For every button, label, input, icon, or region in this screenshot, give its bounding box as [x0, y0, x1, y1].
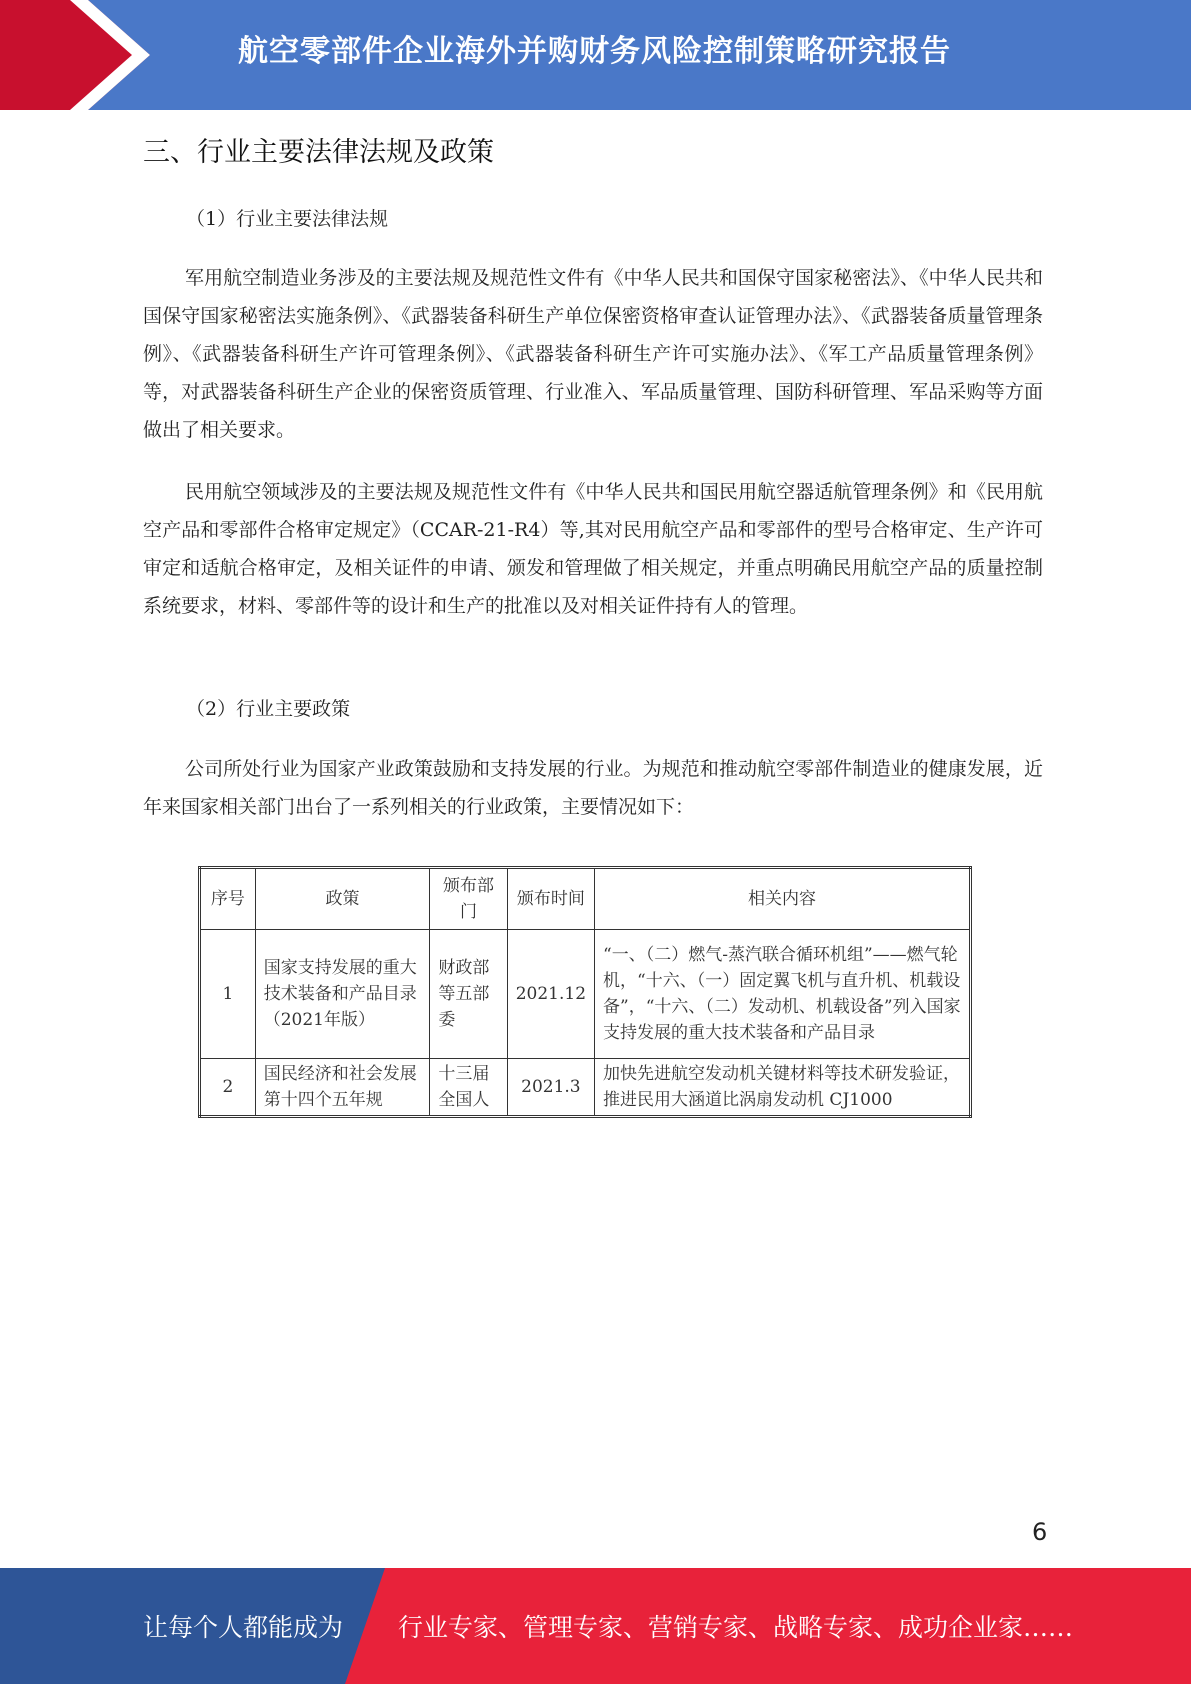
cell-content: 加快先进航空发动机关键材料等技术研发验证，推进民用大涵道比涡扇发动机 CJ1000 [595, 1059, 971, 1117]
report-title: 航空零部件企业海外并购财务风险控制策略研究报告 [238, 34, 951, 69]
cell-content: “一、（二）燃气-蒸汽联合循环机组”——燃气轮机，“十六、（一）固定翼飞机与直升机、机载设备”，“十六、（二）发动机、机载设备”列入国家支持发展的重大技术装备和产品目录 [595, 930, 971, 1059]
header-banner [0, 0, 1191, 110]
cell-department: 财政部等五部委 [430, 930, 507, 1059]
paragraph-military: 军用航空制造业务涉及的主要法规及规范性文件有《中华人民共和国保守国家秘密法》、《中华人民共和国保守国家秘密法实施条例》、《武器装备科研生产单位保密资格审查认证管理办法》、《武器装备质量管理条例》、《武器装备科研生产许可管理条例》、《武器装备科研生产许可实施办法》、《军工产品质量管理条例》等，对武器装备科研生产企业的保密资质管理、行业准入、军品质量管理、国防科研管理、军品采购等方面做出了相关要求。 [143, 267, 1043, 441]
cell-date: 2021.12 [507, 930, 594, 1059]
header-date: 颁布时间 [507, 868, 594, 930]
cell-policy: 国民经济和社会发展第十四个五年规 [255, 1059, 430, 1117]
subsection-policies: （2）行业主要政策 [186, 698, 351, 720]
cell-index: 1 [200, 930, 256, 1059]
paragraph-policy-intro: 公司所处行业为国家产业政策鼓励和支持发展的行业。为规范和推动航空零部件制造业的健康发展，近年来国家相关部门出台了一系列相关的行业政策，主要情况如下： [143, 758, 1043, 818]
header-index: 序号 [200, 868, 256, 930]
table-header-row [200, 868, 971, 930]
chevron-icon [0, 0, 160, 110]
table-row [200, 1059, 971, 1117]
cell-date: 2021.3 [507, 1059, 594, 1117]
section-heading: 三、行业主要法律法规及政策 [143, 137, 494, 168]
footer-slogan-left: 让每个人都能成为 [143, 1613, 344, 1642]
footer-slogan-right: 行业专家、管理专家、营销专家、战略专家、成功企业家…… [398, 1613, 1074, 1642]
cell-department: 十三届全国人 [430, 1059, 507, 1117]
page-number: 6 [1032, 1518, 1048, 1546]
footer-banner [0, 1568, 1191, 1684]
policy-table [198, 866, 972, 1118]
cell-index: 2 [200, 1059, 256, 1117]
subsection-laws: （1）行业主要法律法规 [186, 208, 389, 230]
cell-policy: 国家支持发展的重大技术装备和产品目录（2021年版） [255, 930, 430, 1059]
header-department: 颁布部门 [430, 868, 507, 930]
header-content: 相关内容 [595, 868, 971, 930]
header-policy: 政策 [255, 868, 430, 930]
paragraph-civil: 民用航空领域涉及的主要法规及规范性文件有《中华人民共和国民用航空器适航管理条例》和《民用航空产品和零部件合格审定规定》（CCAR-21-R4）等,其对民用航空产品和零部件的型号合格审定、生产许可审定和适航合格审定，及相关证件的申请、颁发和管理做了相关规定，并重点明确民用航空产品的质量控制系统要求，材料、零部件等的设计和生产的批准以及对相关证件持有人的管理。 [143, 481, 1043, 617]
table-row [200, 930, 971, 1059]
